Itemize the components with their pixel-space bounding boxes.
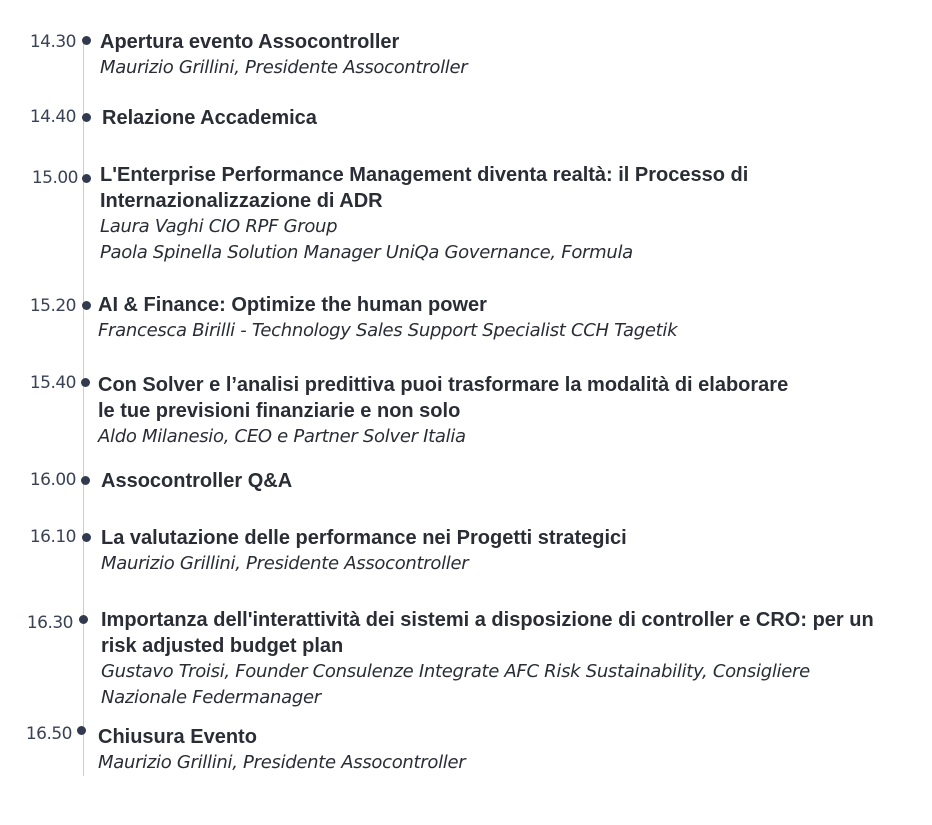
agenda-time: 16.10 <box>29 527 76 547</box>
agenda-content <box>98 724 892 776</box>
agenda-time: 16.50 <box>25 724 72 744</box>
agenda-time: 15.20 <box>29 296 76 316</box>
timeline-line <box>83 42 84 776</box>
agenda-speaker: Maurizio Grillini, Presidente Assocontroller <box>98 752 466 773</box>
agenda-title: Relazione Accademica <box>102 107 317 129</box>
agenda-title: Con Solver e l’analisi predittiva puoi trasformare la modalità di elaborare le tue previsioni finanziarie e non solo <box>98 374 789 422</box>
agenda-speaker: Francesca Birilli - Technology Sales Support Specialist CCH Tagetik <box>98 320 678 341</box>
agenda-speaker: Maurizio Grillini, Presidente Assocontroller <box>101 553 469 574</box>
agenda-time: 14.30 <box>29 32 76 52</box>
agenda-content <box>100 29 892 81</box>
agenda-title: Apertura evento Assocontroller <box>100 31 400 53</box>
timeline-dot <box>82 301 91 310</box>
agenda-title: La valutazione delle performance nei Progetti strategici <box>101 527 627 549</box>
timeline-dot <box>82 36 91 45</box>
agenda-title: Assocontroller Q&A <box>101 470 293 492</box>
timeline-dot <box>82 174 91 183</box>
agenda-content <box>98 292 892 344</box>
agenda-time: 14.40 <box>29 107 76 127</box>
agenda-speaker: Gustavo Troisi, Founder Consulenze Integrate AFC Risk Sustainability, Consigliere Nazionale Federmanager <box>101 661 810 708</box>
agenda-content <box>100 162 892 266</box>
agenda-content <box>101 525 892 577</box>
timeline-dot <box>81 476 90 485</box>
agenda-speaker: Maurizio Grillini, Presidente Assocontroller <box>100 57 468 78</box>
agenda-content <box>98 372 892 450</box>
timeline-dot <box>77 726 86 735</box>
agenda-time: 16.00 <box>29 470 76 490</box>
agenda-time: 15.00 <box>31 168 78 188</box>
agenda-speaker: Aldo Milanesio, CEO e Partner Solver Italia <box>98 426 466 447</box>
agenda-speaker: Paola Spinella Solution Manager UniQa Governance, Formula <box>100 242 633 263</box>
timeline-dot <box>81 378 90 387</box>
agenda-content <box>102 105 892 131</box>
timeline-dot <box>79 615 88 624</box>
agenda-title: Chiusura Evento <box>98 726 257 748</box>
timeline-dot <box>82 113 91 122</box>
agenda-title: Importanza dell'interattività dei sistemi a disposizione di controller e CRO: per un risk adjusted budget plan <box>101 609 874 657</box>
agenda-speaker: Laura Vaghi CIO RPF Group <box>100 216 338 237</box>
timeline-dot <box>82 533 91 542</box>
agenda-content <box>101 607 892 711</box>
agenda-time: 16.30 <box>26 613 73 633</box>
agenda-title: AI & Finance: Optimize the human power <box>98 294 487 316</box>
agenda-time: 15.40 <box>29 373 76 393</box>
agenda-content <box>101 468 892 494</box>
agenda-title: L'Enterprise Performance Management diventa realtà: il Processo di Internazionalizzazione di ADR <box>100 164 749 212</box>
